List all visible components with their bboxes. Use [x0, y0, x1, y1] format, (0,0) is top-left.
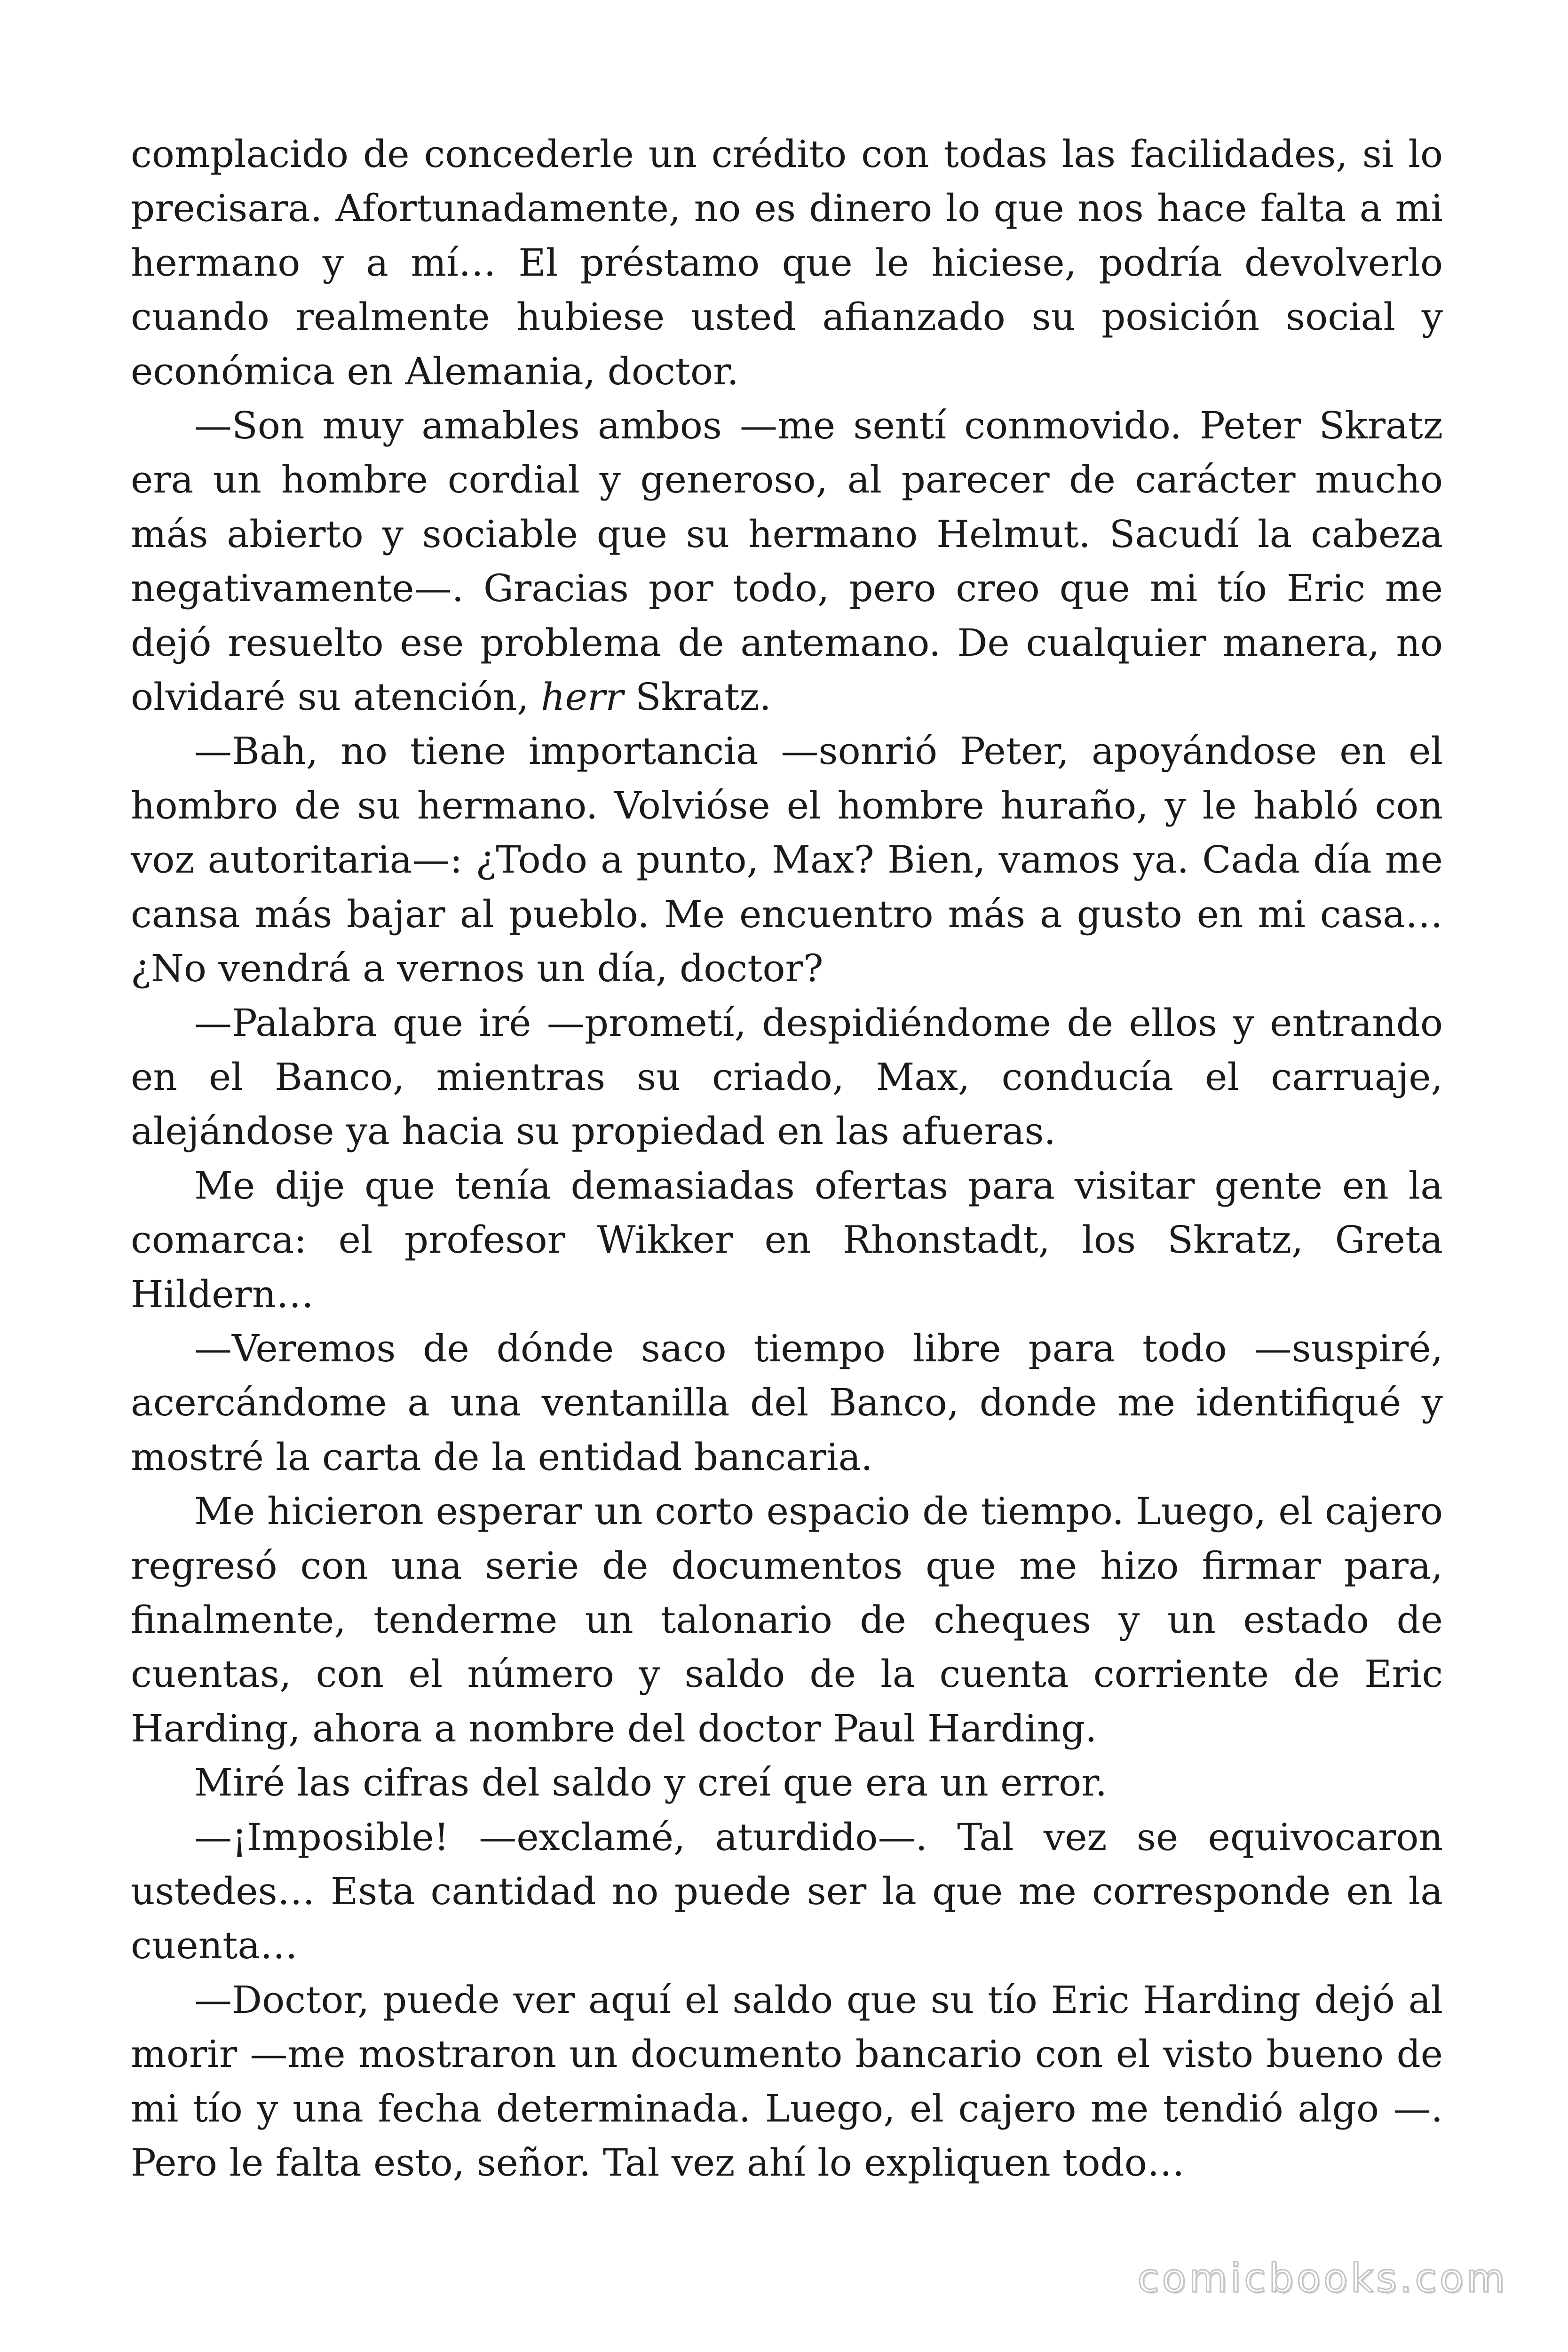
paragraph-8: Miré las cifras del saldo y creí que era un error. [194, 1761, 1108, 1805]
book-page-text [131, 127, 1443, 2190]
paragraph-1: complacido de concederle un crédito con todas las facilidades, si lo precisara. Afortunadamente, no es dinero lo que nos hace falta a mi hermano y a mí… El préstamo que le hiciese, podría devolverlo cuando realmente hubiese usted afianzado su posición social y económica en Alemania, doctor. [131, 132, 1443, 393]
watermark: comicbooks.com [1137, 2255, 1508, 2301]
paragraph-5: Me dije que tenía demasiadas ofertas para visitar gente en la comarca: el profesor Wikker en Rhonstadt, los Skratz, Greta Hildern… [131, 1163, 1443, 1316]
paragraph-3: —Bah, no tiene importancia —sonrió Peter, apoyándose en el hombro de su hermano. Volvióse el hombre huraño, y le habló con voz autoritaria—: ¿Todo a punto, Max? Bien, vamos ya. Cada día me cansa más bajar al pueblo. Me encuentro más a gusto en mi casa… ¿No vendrá a vernos un día, doctor? [131, 729, 1443, 991]
paragraph-9: —¡Imposible! —exclamé, aturdido—. Tal vez se equivocaron ustedes… Esta cantidad no puede ser la que me corresponde en la cuenta… [131, 1815, 1443, 1968]
paragraph-2-text: —Son muy amables ambos —me sentí conmovido. Peter Skratz era un hombre cordial y generoso, al parecer de carácter mucho más abierto y sociable que su hermano Helmut. Sacudí la cabeza negativamente—. Gracias por todo, pero creo que mi tío Eric me dejó resuelto ese problema de antemano. De cualquier manera, no olvidaré su atención, [131, 404, 1443, 719]
paragraph-4: —Palabra que iré —prometí, despidiéndome de ellos y entrando en el Banco, mientras su criado, Max, conducía el carruaje, alejándose ya hacia su propiedad en las afueras. [131, 1001, 1443, 1153]
paragraph-10: —Doctor, puede ver aquí el saldo que su tío Eric Harding dejó al morir —me mostraron un documento bancario con el visto bueno de mi tío y una fecha determinada. Luego, el cajero me tendió algo —. Pero le falta esto, señor. Tal vez ahí lo expliquen todo… [131, 1978, 1443, 2185]
paragraph-2-text-end: Skratz. [623, 675, 771, 719]
paragraph-7: Me hicieron esperar un corto espacio de tiempo. Luego, el cajero regresó con una serie de documentos que me hizo firmar para, finalmente, tenderme un talonario de cheques y un estado de cuentas, con el número y saldo de la cuenta corriente de Eric Harding, ahora a nombre del doctor Paul Harding. [131, 1489, 1443, 1750]
paragraph-2-emphasis: herr [541, 675, 624, 719]
paragraph-2 [131, 398, 1443, 724]
paragraph-6: —Veremos de dónde saco tiempo libre para todo —suspiré, acercándome a una ventanilla del Banco, donde me identifiqué y mostré la carta de la entidad bancaria. [131, 1326, 1443, 1479]
